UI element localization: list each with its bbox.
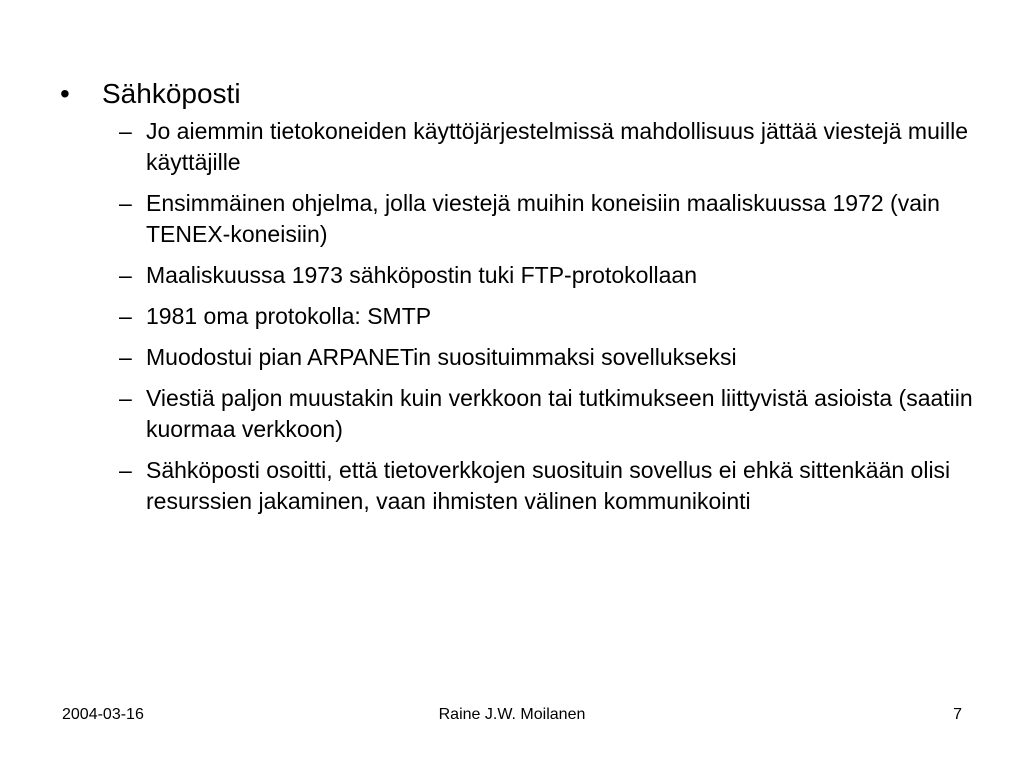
main-bullet-text: Sähköposti: [102, 78, 241, 109]
slide-body: [60, 76, 980, 527]
sub-bullet-item: [60, 383, 980, 445]
sub-bullet-text: 1981 oma protokolla: SMTP: [146, 303, 432, 329]
dash-icon: –: [119, 385, 132, 411]
sub-bullet-text: Jo aiemmin tietokoneiden käyttöjärjestelmissä mahdollisuus jättää viestejä muille käyttäjille: [146, 118, 969, 175]
sub-bullet-text: Sähköposti osoitti, että tietoverkkojen suosituin sovellus ei ehkä sittenkään olisi resurssien jakaminen, vaan ihmisten välinen kommunikointi: [146, 457, 951, 514]
sub-bullet-item: [60, 342, 980, 373]
sub-bullet-item: [60, 455, 980, 517]
sub-bullet-text: Ensimmäinen ohjelma, jolla viestejä muihin koneisiin maaliskuussa 1972 (vain TENEX-koneisiin): [146, 190, 940, 247]
sub-bullet-text: Viestiä paljon muustakin kuin verkkoon tai tutkimukseen liittyvistä asioista (saatiin kuormaa verkkoon): [146, 385, 973, 442]
footer-date: 2004-03-16: [62, 706, 144, 723]
dash-icon: –: [119, 190, 132, 216]
sub-bullet-list: [60, 116, 980, 517]
footer-author: Raine J.W. Moilanen: [438, 706, 586, 723]
bullet-dot-icon: •: [60, 78, 70, 109]
sub-bullet-item: [60, 116, 980, 178]
sub-bullet-text: Muodostui pian ARPANETin suosituimmaksi sovellukseksi: [146, 344, 737, 370]
dash-icon: –: [119, 303, 132, 329]
dash-icon: –: [119, 457, 132, 483]
sub-bullet-item: [60, 188, 980, 250]
sub-bullet-item: [60, 260, 980, 291]
dash-icon: –: [119, 344, 132, 370]
dash-icon: –: [119, 262, 132, 288]
dash-icon: –: [119, 118, 132, 144]
main-bullet: [60, 76, 980, 112]
sub-bullet-text: Maaliskuussa 1973 sähköpostin tuki FTP-protokollaan: [146, 262, 698, 288]
page-number: 7: [953, 706, 962, 723]
sub-bullet-item: [60, 301, 980, 332]
